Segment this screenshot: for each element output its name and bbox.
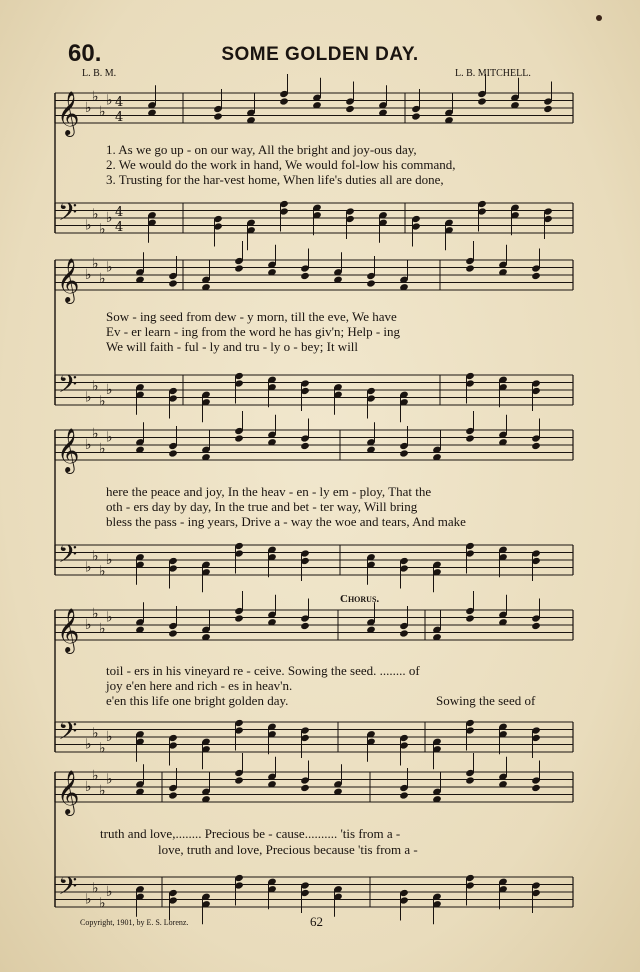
notehead [300,784,310,792]
notehead [399,791,409,799]
notehead [531,442,541,450]
notehead [465,776,475,784]
flat-sign: ♭ [85,389,92,406]
flat-sign: ♭ [99,103,106,120]
flat-sign: ♭ [106,552,113,568]
notehead [531,272,541,280]
notehead [465,434,475,442]
flat-sign: ♭ [106,92,113,109]
flat-sign: ♭ [106,729,113,745]
hymn-number: 60. [68,40,102,67]
flat-sign: ♭ [92,88,99,105]
flat-sign: ♭ [99,782,106,799]
treble-clef: 𝄞 [57,608,80,652]
flat-sign: ♭ [85,437,92,453]
bass-clef: 𝄢 [58,370,78,405]
verse-line: joy e'en here and rich - es in heav'n. [106,678,293,693]
verse-line: e'en this life one bright golden day. [106,693,289,708]
notehead [465,614,475,622]
flat-sign: ♭ [92,725,99,742]
notehead [213,112,223,120]
chorus-label: Chorus. [340,593,380,605]
verse-line: We will faith - ful - ly and tru - ly o - bey; It will [106,339,359,354]
flat-sign: ♭ [99,620,106,637]
flat-sign: ♭ [99,740,106,757]
verse-line: toil - ers in his vineyard re - ceive. Sowing the seed. ........ of [106,663,420,678]
hymn-title: SOME GOLDEN DAY. [221,44,419,65]
notehead [300,442,310,450]
notehead [168,629,178,637]
flat-sign: ♭ [92,255,99,272]
flat-sign: ♭ [99,563,106,580]
flat-sign: ♭ [106,382,113,398]
treble-clef: 𝄞 [57,258,80,302]
verse-line: Sow - ing seed from dew - y morn, till the eve, We have [106,309,397,324]
music-credit: L. B. MITCHELL. [455,68,531,79]
notehead [531,622,541,630]
flat-sign: ♭ [99,270,106,287]
flat-sign: ♭ [106,884,113,900]
flat-sign: ♭ [106,210,113,226]
verse-line: 3. Trusting for the har-vest home, When life's duties all are done, [106,172,444,187]
flat-sign: ♭ [92,425,99,442]
time-signature: 4 [115,95,124,110]
flat-sign: ♭ [92,605,99,622]
copyright-notice: Copyright, 1901, by E. S. Lorenz. [80,918,189,927]
notehead [411,112,421,120]
notehead [168,791,178,799]
page-number: 62 [310,914,323,929]
notehead [168,279,178,287]
treble-clef: 𝄞 [57,91,80,135]
notehead [345,105,355,113]
flat-sign: ♭ [85,617,92,633]
flat-sign: ♭ [99,895,106,912]
verse-line: 1. As we go up - on our way, All the bright and joy-ous day, [106,142,417,157]
flat-sign: ♭ [92,378,99,395]
flat-sign: ♭ [99,221,106,238]
flat-sign: ♭ [92,548,99,565]
flat-sign: ♭ [99,440,106,457]
notehead [300,622,310,630]
flat-sign: ♭ [85,100,92,116]
notehead [366,279,376,287]
flat-sign: ♭ [85,891,92,908]
words-credit: L. B. M. [82,68,117,79]
flat-sign: ♭ [85,267,92,283]
flat-sign: ♭ [106,429,113,446]
flat-sign: ♭ [106,609,113,626]
notehead [543,105,553,113]
flat-sign: ♭ [106,259,113,276]
notehead [234,264,244,272]
verse-line: Ev - er learn - ing from the word he has giv'n; Help - ing [106,324,401,339]
time-signature: 4 [115,110,124,125]
flat-sign: ♭ [85,736,92,753]
flat-sign: ♭ [85,217,92,234]
bass-clef: 𝄢 [58,540,78,575]
notehead [234,614,244,622]
verse-line: oth - ers day by day, In the true and bet - ter way, Will bring [106,499,418,514]
flat-sign: ♭ [92,767,99,784]
verse-line: bless the pass - ing years, Drive a - way the woe and tears, And make [106,514,466,529]
treble-clef: 𝄞 [57,428,80,472]
notehead [234,776,244,784]
bass-clef: 𝄢 [58,717,78,752]
notehead [465,264,475,272]
notehead [399,629,409,637]
chorus-bass-lyric: love, truth and love, Precious because 'tis from a - [158,842,418,857]
bass-clef: 𝄢 [58,872,78,907]
flat-sign: ♭ [92,880,99,897]
flat-sign: ♭ [92,206,99,223]
flat-sign: ♭ [99,393,106,410]
chorus-treble-lyric: truth and love,........ Precious be - cause.......... 'tis from a - [100,826,401,841]
bass-clef: 𝄢 [58,198,78,233]
notehead [279,97,289,105]
verse-line: 2. We would do the work in hand, We would fol-low his command, [106,157,456,172]
chorus-bass-lyric: Sowing the seed of [436,693,536,708]
notehead [300,272,310,280]
time-signature: 4 [115,205,124,220]
notehead [477,97,487,105]
flat-sign: ♭ [106,771,113,788]
notehead [399,449,409,457]
notehead [531,784,541,792]
notehead [234,434,244,442]
treble-clef: 𝄞 [57,770,80,814]
time-signature: 4 [115,220,124,235]
notehead [168,449,178,457]
flat-sign: ♭ [85,779,92,795]
flat-sign: ♭ [85,559,92,576]
verse-line: here the peace and joy, In the heav - en - ly em - ploy, That the [106,484,432,499]
